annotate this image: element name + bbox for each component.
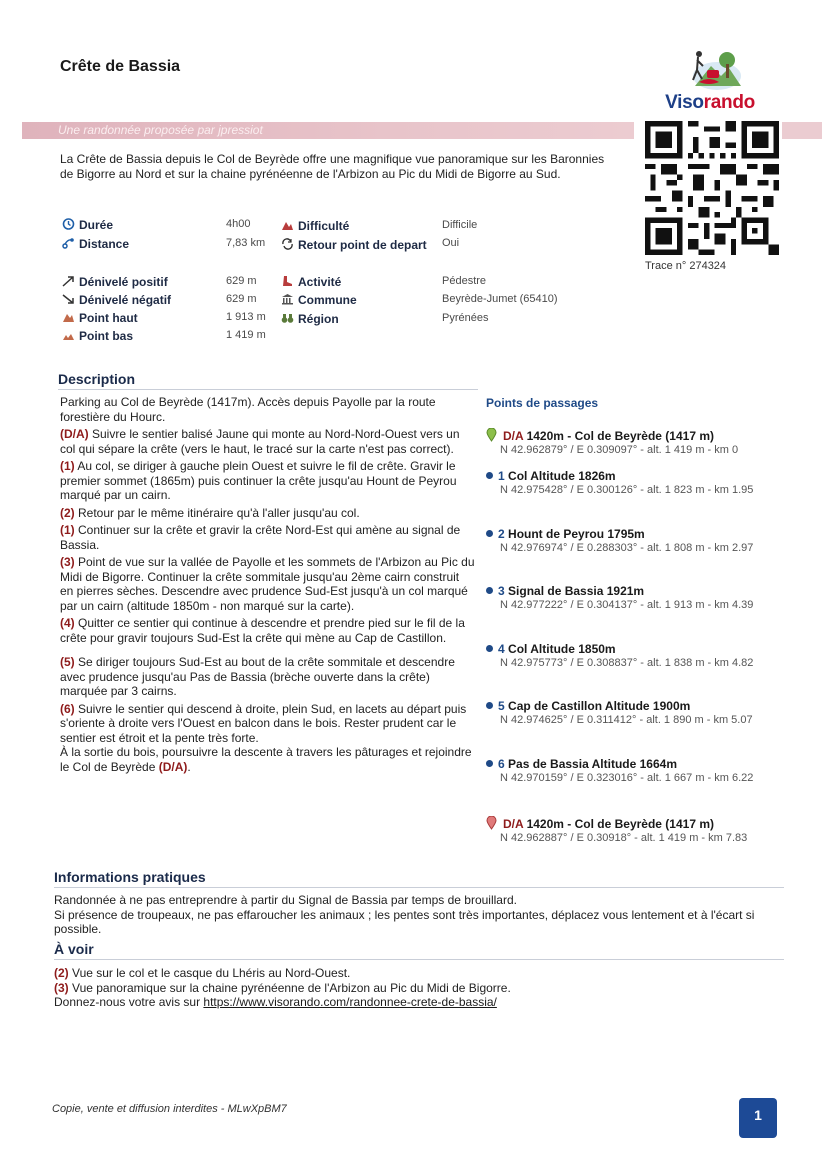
- red-pin-icon: [486, 816, 497, 830]
- stat-distance: [62, 235, 129, 253]
- description-paragraph: (2) Retour par le même itinéraire qu'à l'aller jusqu'au col.: [60, 505, 360, 520]
- waypoint-coords: N 42.970159° / E 0.323016° - alt. 1 667 m - km 6.22: [500, 772, 754, 784]
- description-paragraph: (6) Suivre le sentier qui descend à droite, plein Sud, en lacets au départ puis s'oriente à droite vers l'Ouest en balcon dans le bois. Rester prudent car le sentier est étroit et la pente très forte.: [60, 701, 467, 745]
- waypoint-dot-icon: [486, 702, 493, 709]
- stat-label: Difficulté: [298, 219, 350, 233]
- author-banner: [22, 122, 634, 139]
- stat-town: [281, 291, 357, 309]
- waypoint[interactable]: [486, 642, 786, 671]
- waypoint-dot-icon: [486, 760, 493, 767]
- waypoint-name: Hount de Peyrou 1795m: [504, 527, 645, 541]
- clock-icon: [62, 217, 75, 229]
- stat-descent: [62, 291, 171, 309]
- description-paragraph: (1) Au col, se diriger à gauche plein Ouest et suivre le fil de crête. Gravir le premier sommet (1865m) puis continuer la crête jusqu'au Hount de Peyrou marqué par un cairn.: [60, 459, 457, 502]
- waypoint-start[interactable]: [486, 428, 786, 458]
- waypoint-dot-icon: [486, 472, 493, 479]
- waypoint-end[interactable]: [486, 816, 786, 846]
- stat-value: 629 m: [226, 293, 257, 305]
- stat-low-point: [62, 327, 133, 345]
- descent-icon: [62, 292, 75, 304]
- intro-text: La Crête de Bassia depuis le Col de Beyrède offre une magnifique vue panoramique sur les Baronnies de Bigorre au Nord et sur la chaine pyrénéenne de l'Arbizon au Pic du Midi de Bigorre au Sud.: [60, 152, 605, 181]
- distance-icon: [62, 236, 75, 248]
- description-body: [60, 395, 475, 777]
- waypoint-name: 1420m - Col de Beyrède (1417 m): [523, 817, 714, 831]
- stat-label: Région: [298, 312, 339, 326]
- a-voir-item: (2) Vue sur le col et le casque du Lhéris au Nord-Ouest.: [54, 966, 351, 980]
- waypoint-coords: N 42.962879° / E 0.309097° - alt. 1 419 m - km 0: [500, 444, 739, 456]
- stat-label: Distance: [79, 237, 130, 251]
- waypoint[interactable]: [486, 527, 786, 556]
- banner-strip-right: [782, 122, 822, 139]
- waypoint-coords: N 42.962887° / E 0.30918° - alt. 1 419 m - km 7.83: [500, 832, 748, 844]
- info-heading: Informations pratiques: [54, 869, 206, 885]
- boot-icon: [281, 274, 294, 286]
- stat-label: Dénivelé positif: [79, 275, 168, 289]
- info-line: Si présence de troupeaux, ne pas effaroucher les animaux ; les pentes sont très importantes, déplacez vous lentement et à l'écart si possible.: [54, 907, 755, 936]
- divider: [54, 959, 784, 960]
- stat-high-point: [62, 309, 138, 327]
- waypoint-coords: N 42.975428° / E 0.300126° - alt. 1 823 m - km 1.95: [500, 484, 754, 496]
- author-banner-text: Une randonnée proposée par jpressiot: [58, 123, 263, 137]
- stat-value: 1 913 m: [226, 311, 266, 323]
- waypoint-coords: N 42.977222° / E 0.304137° - alt. 1 913 m - km 4.39: [500, 599, 754, 611]
- description-paragraph: (3) Point de vue sur la vallée de Payolle et les sommets de l'Arbizon au Pic du Midi de Bigorre. Continuer la crête sommitale jusqu'au 2ème cairn construit en pierres sèches. Descendre avec prudence Sud-Est jusqu'à un col marqué par un cairn (altitude 1850m - non marqué sur la carte).: [60, 555, 475, 613]
- stat-label: Commune: [298, 293, 357, 307]
- waypoints-heading: Points de passages: [486, 396, 599, 410]
- waypoint-name: Col Altitude 1826m: [504, 469, 616, 483]
- stat-region: [281, 310, 339, 328]
- stat-value: Oui: [442, 237, 460, 249]
- waypoint-name: Cap de Castillon Altitude 1900m: [504, 699, 691, 713]
- waypoint-number: 3: [498, 584, 505, 598]
- waypoint-dot-icon: [486, 587, 493, 594]
- waypoint-name: Col Altitude 1850m: [504, 642, 616, 656]
- description-paragraph: (5) Se diriger toujours Sud-Est au bout de la crête sommitale et descendre avec prudence jusqu'au Pas de Bassia (brèche ouverte dans la crête) marquée par 3 cairns.: [60, 655, 455, 698]
- hiker-logo-icon: [677, 46, 743, 92]
- page-number-badge: 1: [739, 1098, 777, 1138]
- info-line: Randonnée à ne pas entreprendre à partir du Signal de Bassia par temps de brouillard.: [54, 893, 517, 907]
- stat-label: Point bas: [79, 329, 134, 343]
- waypoint-number: 6: [498, 757, 505, 771]
- trace-number: Trace n° 274324: [645, 260, 727, 272]
- footer-notice: Copie, vente et diffusion interdites - MLwXpBM7: [52, 1103, 287, 1115]
- visorando-logo[interactable]: [655, 44, 765, 116]
- qr-code-icon[interactable]: [645, 121, 779, 255]
- stat-duration: [62, 216, 113, 234]
- stat-label: Retour point de depart: [298, 238, 427, 252]
- waypoint-dot-icon: [486, 645, 493, 652]
- stat-label: Activité: [298, 275, 342, 289]
- ascent-icon: [62, 274, 75, 286]
- logo-text-rando: rando: [703, 92, 755, 113]
- a-voir-body: [54, 966, 784, 1010]
- stat-value: 629 m: [226, 275, 257, 287]
- waypoint-number: 1: [498, 469, 505, 483]
- description-paragraph: À la sortie du bois, poursuivre la descente à travers les pâturages et rejoindre le Col de Beyrède (D/A).: [60, 745, 472, 774]
- waypoint[interactable]: [486, 469, 786, 498]
- stat-label: Point haut: [79, 311, 138, 325]
- waypoint-number: 4: [498, 642, 505, 656]
- stat-value: Difficile: [442, 219, 478, 231]
- waypoint-coords: N 42.974625° / E 0.311412° - alt. 1 890 m - km 5.07: [500, 714, 753, 726]
- town-hall-icon: [281, 292, 294, 304]
- stat-value: 7,83 km: [226, 237, 266, 249]
- description-paragraph: (4) Quitter ce sentier qui continue à descendre et prendre pied sur le fil de la crête pour gravir toujours Sud-Est la crête qui mène au Cap de Castillon.: [60, 616, 465, 645]
- description-paragraph: (1) Continuer sur la crête et gravir la crête Nord-Est qui amène au signal de Bassia.: [60, 523, 461, 552]
- waypoint-coords: N 42.976974° / E 0.288303° - alt. 1 808 m - km 2.97: [500, 542, 754, 554]
- waypoint-name: Pas de Bassia Altitude 1664m: [504, 757, 677, 771]
- review-link[interactable]: https://www.visorando.com/randonnee-crete-de-bassia/: [203, 995, 497, 1009]
- stat-value: Pyrénées: [442, 312, 489, 324]
- low-point-icon: [62, 328, 75, 340]
- waypoint[interactable]: [486, 584, 786, 613]
- a-voir-item: (3) Vue panoramique sur la chaine pyrénéenne de l'Arbizon au Pic du Midi de Bigorre.: [54, 980, 511, 995]
- stat-ascent: [62, 273, 168, 291]
- stat-value: 4h00: [226, 218, 251, 230]
- waypoint[interactable]: [486, 699, 786, 728]
- description-paragraph: (D/A) Suivre le sentier balisé Jaune qui monte au Nord-Nord-Ouest vers un col qui sépare la crête (vers le haut, le tracé sur la carte n'est pas correct).: [60, 427, 460, 456]
- waypoint-number: D/A: [503, 429, 524, 443]
- waypoint-name: Signal de Bassia 1921m: [504, 584, 645, 598]
- stat-label: Durée: [79, 218, 114, 232]
- stat-difficulty: [281, 217, 349, 235]
- stat-label: Dénivelé négatif: [79, 293, 172, 307]
- stat-activity: [281, 273, 341, 291]
- stat-loop: [281, 236, 431, 254]
- divider: [54, 887, 784, 888]
- logo-text-viso: Viso: [665, 92, 704, 113]
- waypoint[interactable]: [486, 757, 786, 786]
- waypoint-dot-icon: [486, 530, 493, 537]
- difficulty-icon: [281, 218, 294, 230]
- page-title: Crête de Bassia: [60, 58, 181, 75]
- review-line: Donnez-nous votre avis sur https://www.visorando.com/randonnee-crete-de-bassia/: [54, 995, 497, 1009]
- high-point-icon: [62, 310, 75, 322]
- description-heading: Description: [58, 371, 136, 387]
- stat-value: 1 419 m: [226, 329, 266, 341]
- waypoint-name: 1420m - Col de Beyrède (1417 m): [523, 429, 714, 443]
- stat-value: Pédestre: [442, 275, 487, 287]
- a-voir-heading: À voir: [54, 941, 94, 957]
- waypoint-coords: N 42.975773° / E 0.308837° - alt. 1 838 m - km 4.82: [500, 657, 754, 669]
- waypoint-number: 5: [498, 699, 505, 713]
- info-body: [54, 893, 784, 937]
- green-pin-icon: [486, 428, 497, 442]
- binoculars-icon: [281, 311, 294, 323]
- waypoint-number: 2: [498, 527, 505, 541]
- divider: [58, 389, 478, 390]
- stat-value: Beyrède-Jumet (65410): [442, 293, 558, 305]
- description-paragraph: Parking au Col de Beyrède (1417m). Accès depuis Payolle par la route forestière du Hourc.: [60, 395, 436, 424]
- waypoint-number: D/A: [503, 817, 524, 831]
- loop-icon: [281, 237, 294, 249]
